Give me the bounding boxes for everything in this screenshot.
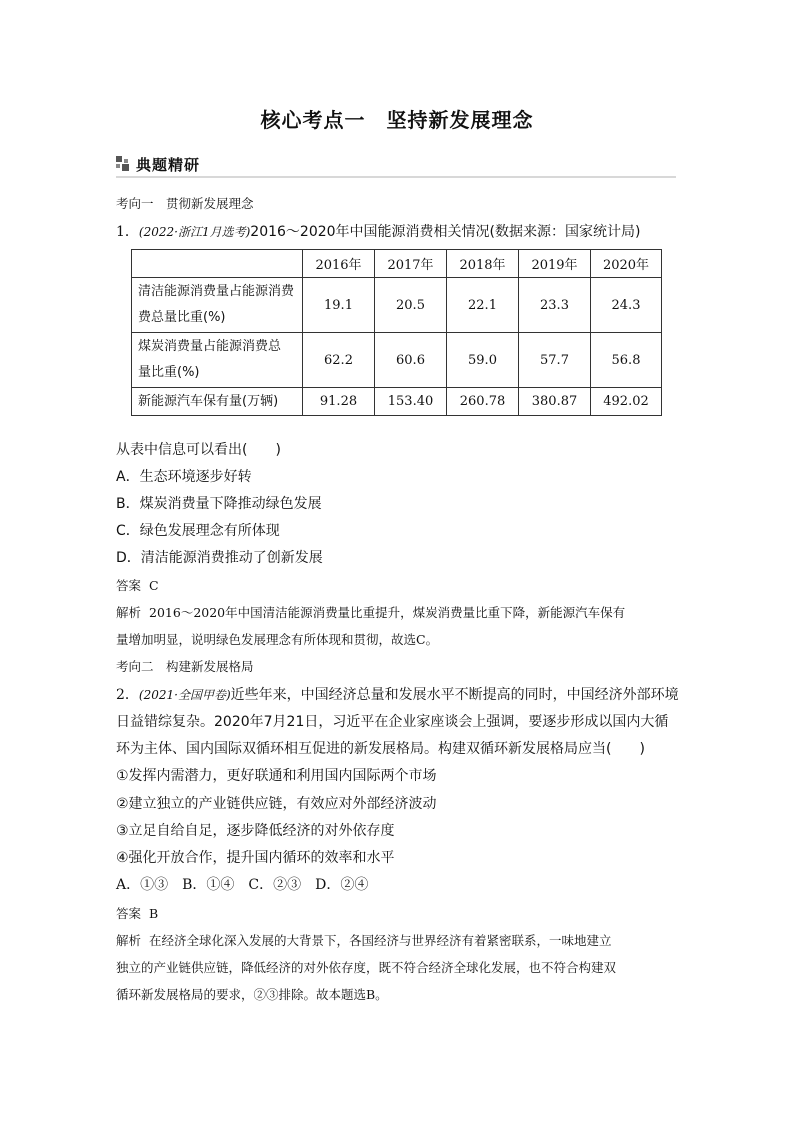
q1-analysis bbox=[116, 604, 625, 622]
q2-analysis-line-2: 独立的产业链供应链，降低经济的对外依存度，既不符合经济全球化发展，也不符合构建双 bbox=[116, 960, 617, 975]
q2-stem-line-2: 日益错综复杂。2020年7月21日，习近平在企业家座谈会上强调，要逐步形成以国内大循 bbox=[116, 714, 669, 730]
q1-option-d: D．清洁能源消费推动了创新发展 bbox=[116, 550, 323, 566]
page-title: 核心考点一 坚持新发展理念 bbox=[260, 108, 534, 132]
table-row-label: 清洁能源消费量占能源消费 费总量比重(%) bbox=[132, 278, 303, 333]
q2-stem-text: 近些年来，中国经济总量和发展水平不断提高的同时，中国经济外部环境 bbox=[230, 687, 679, 703]
q1-prompt: 从表中信息可以看出( ) bbox=[116, 442, 281, 458]
q1-analysis-line-2: 量增加明显，说明绿色发展理念有所体现和贯彻，故选C。 bbox=[116, 632, 439, 647]
table-cell: 60.6 bbox=[375, 333, 447, 388]
table-cell: 57.7 bbox=[519, 333, 591, 388]
table-row bbox=[132, 333, 662, 388]
q2-stem bbox=[116, 686, 679, 704]
table-header-cell bbox=[132, 250, 303, 278]
q1-stem bbox=[116, 223, 640, 241]
table-header-row bbox=[132, 250, 662, 278]
q2-choices: A．①③ B．①④ C．②③ D．②④ bbox=[116, 877, 369, 893]
q2-item-4: ④强化开放合作，提升国内循环的效率和水平 bbox=[116, 850, 395, 866]
answer-value: C bbox=[149, 578, 159, 593]
answer-label: 答案 bbox=[116, 906, 142, 921]
table-cell: 22.1 bbox=[447, 278, 519, 333]
q1-option-b: B．煤炭消费量下降推动绿色发展 bbox=[116, 496, 322, 512]
q2-item-1: ①发挥内需潜力，更好联通和利用国内国际两个市场 bbox=[116, 768, 437, 784]
table-cell: 56.8 bbox=[591, 333, 662, 388]
analysis-label: 解析 bbox=[116, 933, 142, 948]
q2-number: 2． bbox=[116, 687, 139, 703]
table-row-label: 煤炭消费量占能源消费总 量比重(%) bbox=[132, 333, 303, 388]
q2-stem-line-3: 环为主体、国内国际双循环相互促进的新发展格局。构建双循环新发展格局应当( ) bbox=[116, 741, 645, 757]
section-divider bbox=[116, 176, 676, 178]
energy-table bbox=[131, 249, 662, 416]
analysis-text: 2016～2020年中国清洁能源消费量比重提升，煤炭消费量比重下降，新能源汽车保有 bbox=[149, 605, 626, 620]
q2-item-2: ②建立独立的产业链供应链，有效应对外部经济波动 bbox=[116, 796, 437, 812]
table-cell: 24.3 bbox=[591, 278, 662, 333]
q1-source-tag: (2022·浙江1月选考) bbox=[138, 225, 251, 239]
q1-number: 1． bbox=[116, 224, 139, 240]
direction-1: 考向一 贯彻新发展理念 bbox=[116, 196, 254, 211]
direction-2: 考向二 构建新发展格局 bbox=[116, 659, 254, 674]
q1-answer bbox=[116, 577, 159, 595]
section-header bbox=[116, 153, 200, 175]
table-cell: 23.3 bbox=[519, 278, 591, 333]
table-cell: 260.78 bbox=[447, 388, 519, 416]
table-cell: 380.87 bbox=[519, 388, 591, 416]
section-squares-icon bbox=[116, 156, 132, 172]
table-cell: 492.02 bbox=[591, 388, 662, 416]
table-row bbox=[132, 278, 662, 333]
table-row bbox=[132, 388, 662, 416]
analysis-text: 在经济全球化深入发展的大背景下，各国经济与世界经济有着紧密联系，一味地建立 bbox=[149, 933, 612, 948]
table-header-cell: 2020年 bbox=[591, 250, 662, 278]
table-cell: 19.1 bbox=[303, 278, 375, 333]
q2-source-tag: (2021·全国甲卷) bbox=[138, 688, 231, 702]
table-row-label: 新能源汽车保有量(万辆) bbox=[132, 388, 303, 416]
analysis-label: 解析 bbox=[116, 605, 142, 620]
table-cell: 153.40 bbox=[375, 388, 447, 416]
table-header-cell: 2016年 bbox=[303, 250, 375, 278]
table-header-cell: 2019年 bbox=[519, 250, 591, 278]
q2-item-3: ③立足自给自足，逐步降低经济的对外依存度 bbox=[116, 823, 395, 839]
table-cell: 59.0 bbox=[447, 333, 519, 388]
q2-analysis bbox=[116, 932, 612, 950]
q1-option-c: C．绿色发展理念有所体现 bbox=[116, 523, 280, 539]
table-cell: 91.28 bbox=[303, 388, 375, 416]
q2-analysis-line-3: 循环新发展格局的要求，②③排除。故本题选B。 bbox=[116, 987, 388, 1002]
table-header-cell: 2018年 bbox=[447, 250, 519, 278]
table-header-cell: 2017年 bbox=[375, 250, 447, 278]
q2-answer bbox=[116, 905, 158, 923]
section-label: 典题精研 bbox=[136, 155, 201, 174]
table-cell: 20.5 bbox=[375, 278, 447, 333]
table-cell: 62.2 bbox=[303, 333, 375, 388]
answer-value: B bbox=[149, 906, 159, 921]
q1-stem-text: 2016～2020年中国能源消费相关情况(数据来源：国家统计局) bbox=[250, 224, 641, 240]
answer-label: 答案 bbox=[116, 578, 142, 593]
q1-option-a: A．生态环境逐步好转 bbox=[116, 469, 252, 485]
